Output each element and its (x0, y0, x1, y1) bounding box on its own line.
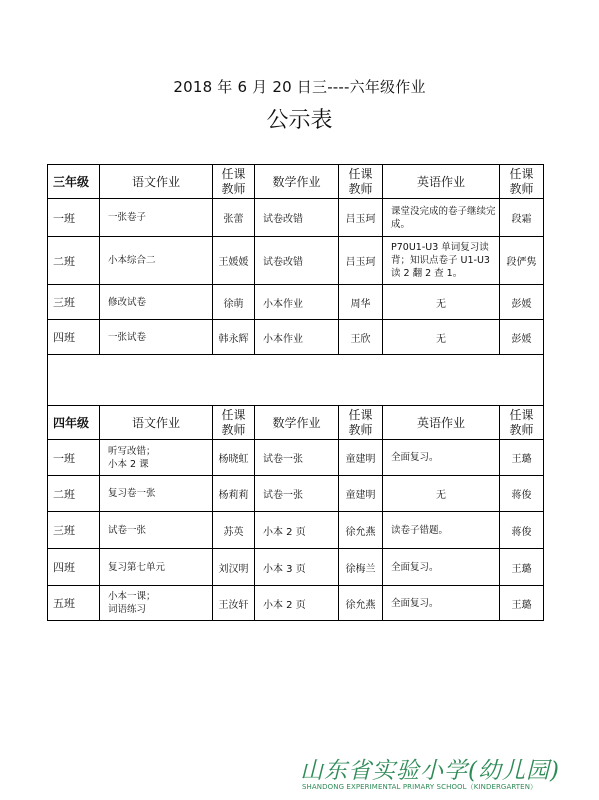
english-homework: 读卷子错题。 (383, 512, 500, 549)
english-homework: 无 (383, 476, 500, 512)
chinese-homework: 一张卷子 (100, 199, 213, 237)
english-teacher: 王璐 (500, 440, 544, 476)
grade3-header-row (48, 165, 544, 199)
table-row (48, 586, 544, 621)
header-teacher: 任课 教师 (213, 406, 255, 440)
math-homework: 试卷改错 (255, 237, 339, 285)
grade4-header-row (48, 406, 544, 440)
class-name: 三班 (48, 285, 100, 320)
chinese-homework: 试卷一张 (100, 512, 213, 549)
math-teacher: 王欣 (339, 320, 383, 355)
grade-label: 四年级 (48, 406, 100, 440)
english-homework: 全面复习。 (383, 440, 500, 476)
math-homework: 小本 2 页 (255, 586, 339, 621)
english-homework: 全面复习。 (383, 549, 500, 586)
math-teacher: 徐允燕 (339, 586, 383, 621)
header-teacher: 任课 教师 (213, 165, 255, 199)
chinese-teacher: 王媛媛 (213, 237, 255, 285)
chinese-homework: 复习卷一张 (100, 476, 213, 512)
math-teacher: 周华 (339, 285, 383, 320)
english-teacher: 段俨隽 (500, 237, 544, 285)
english-teacher: 蒋俊 (500, 512, 544, 549)
chinese-teacher: 王汝轩 (213, 586, 255, 621)
header-chinese: 语文作业 (100, 165, 213, 199)
math-teacher: 吕玉珂 (339, 199, 383, 237)
chinese-teacher: 杨莉莉 (213, 476, 255, 512)
english-homework: P70U1-U3 单词复习读背；知识点卷子 U1-U3 读 2 翻 2 查 1。 (383, 237, 500, 285)
english-teacher: 彭媛 (500, 285, 544, 320)
chinese-teacher: 杨晓虹 (213, 440, 255, 476)
table-row (48, 549, 544, 586)
class-name: 三班 (48, 512, 100, 549)
math-homework: 小本 3 页 (255, 549, 339, 586)
header-english: 英语作业 (383, 165, 500, 199)
english-teacher: 蒋俊 (500, 476, 544, 512)
class-name: 四班 (48, 549, 100, 586)
math-teacher: 徐梅兰 (339, 549, 383, 586)
math-teacher: 吕玉珂 (339, 237, 383, 285)
english-homework: 课堂没完成的卷子继续完成。 (383, 199, 500, 237)
table-row (48, 440, 544, 476)
math-homework: 小本作业 (255, 285, 339, 320)
english-homework: 全面复习。 (383, 586, 500, 621)
english-homework: 无 (383, 285, 500, 320)
chinese-teacher: 张蕾 (213, 199, 255, 237)
english-teacher: 彭媛 (500, 320, 544, 355)
table-row (48, 199, 544, 237)
class-name: 二班 (48, 476, 100, 512)
class-name: 五班 (48, 586, 100, 621)
header-chinese: 语文作业 (100, 406, 213, 440)
class-name: 二班 (48, 237, 100, 285)
class-name: 一班 (48, 199, 100, 237)
header-english: 英语作业 (383, 406, 500, 440)
math-homework: 试卷改错 (255, 199, 339, 237)
math-homework: 试卷一张 (255, 476, 339, 512)
table-row (48, 512, 544, 549)
logo-chinese-text: 山东省实验小学(幼儿园) (300, 758, 560, 784)
page-title-date: 2018 年 6 月 20 日三----六年级作业 (173, 78, 426, 96)
chinese-teacher: 徐萌 (213, 285, 255, 320)
chinese-homework: 复习第七单元 (100, 549, 213, 586)
logo-english-text: SHANDONG EXPERIMENTAL PRIMARY SCHOOL（KINDERGARTEN） (302, 783, 538, 791)
table-row (48, 476, 544, 512)
spacer-row (48, 355, 544, 406)
school-logo (300, 752, 590, 794)
header-teacher: 任课 教师 (500, 165, 544, 199)
math-homework: 试卷一张 (255, 440, 339, 476)
math-homework: 小本作业 (255, 320, 339, 355)
chinese-teacher: 苏英 (213, 512, 255, 549)
header-math: 数学作业 (255, 165, 339, 199)
chinese-homework: 小本综合二 (100, 237, 213, 285)
chinese-homework: 修改试卷 (100, 285, 213, 320)
header-teacher: 任课 教师 (339, 406, 383, 440)
math-teacher: 童建明 (339, 440, 383, 476)
english-teacher: 王璐 (500, 586, 544, 621)
english-teacher: 段霜 (500, 199, 544, 237)
header-teacher: 任课 教师 (500, 406, 544, 440)
chinese-homework: 小本一课； 词语练习 (100, 586, 213, 621)
page-title: 公示表 (266, 108, 333, 133)
table-row (48, 320, 544, 355)
class-name: 四班 (48, 320, 100, 355)
spacer-cell (48, 355, 544, 406)
header-math: 数学作业 (255, 406, 339, 440)
chinese-homework: 一张试卷 (100, 320, 213, 355)
chinese-homework: 听写改错； 小本 2 课 (100, 440, 213, 476)
math-teacher: 徐允燕 (339, 512, 383, 549)
header-teacher: 任课 教师 (339, 165, 383, 199)
chinese-teacher: 韩永辉 (213, 320, 255, 355)
math-homework: 小本 2 页 (255, 512, 339, 549)
grade-label: 三年级 (48, 165, 100, 199)
math-teacher: 童建明 (339, 476, 383, 512)
chinese-teacher: 刘汉明 (213, 549, 255, 586)
table-row (48, 285, 544, 320)
homework-table (47, 164, 544, 621)
table-row (48, 237, 544, 285)
class-name: 一班 (48, 440, 100, 476)
english-teacher: 王璐 (500, 549, 544, 586)
english-homework: 无 (383, 320, 500, 355)
